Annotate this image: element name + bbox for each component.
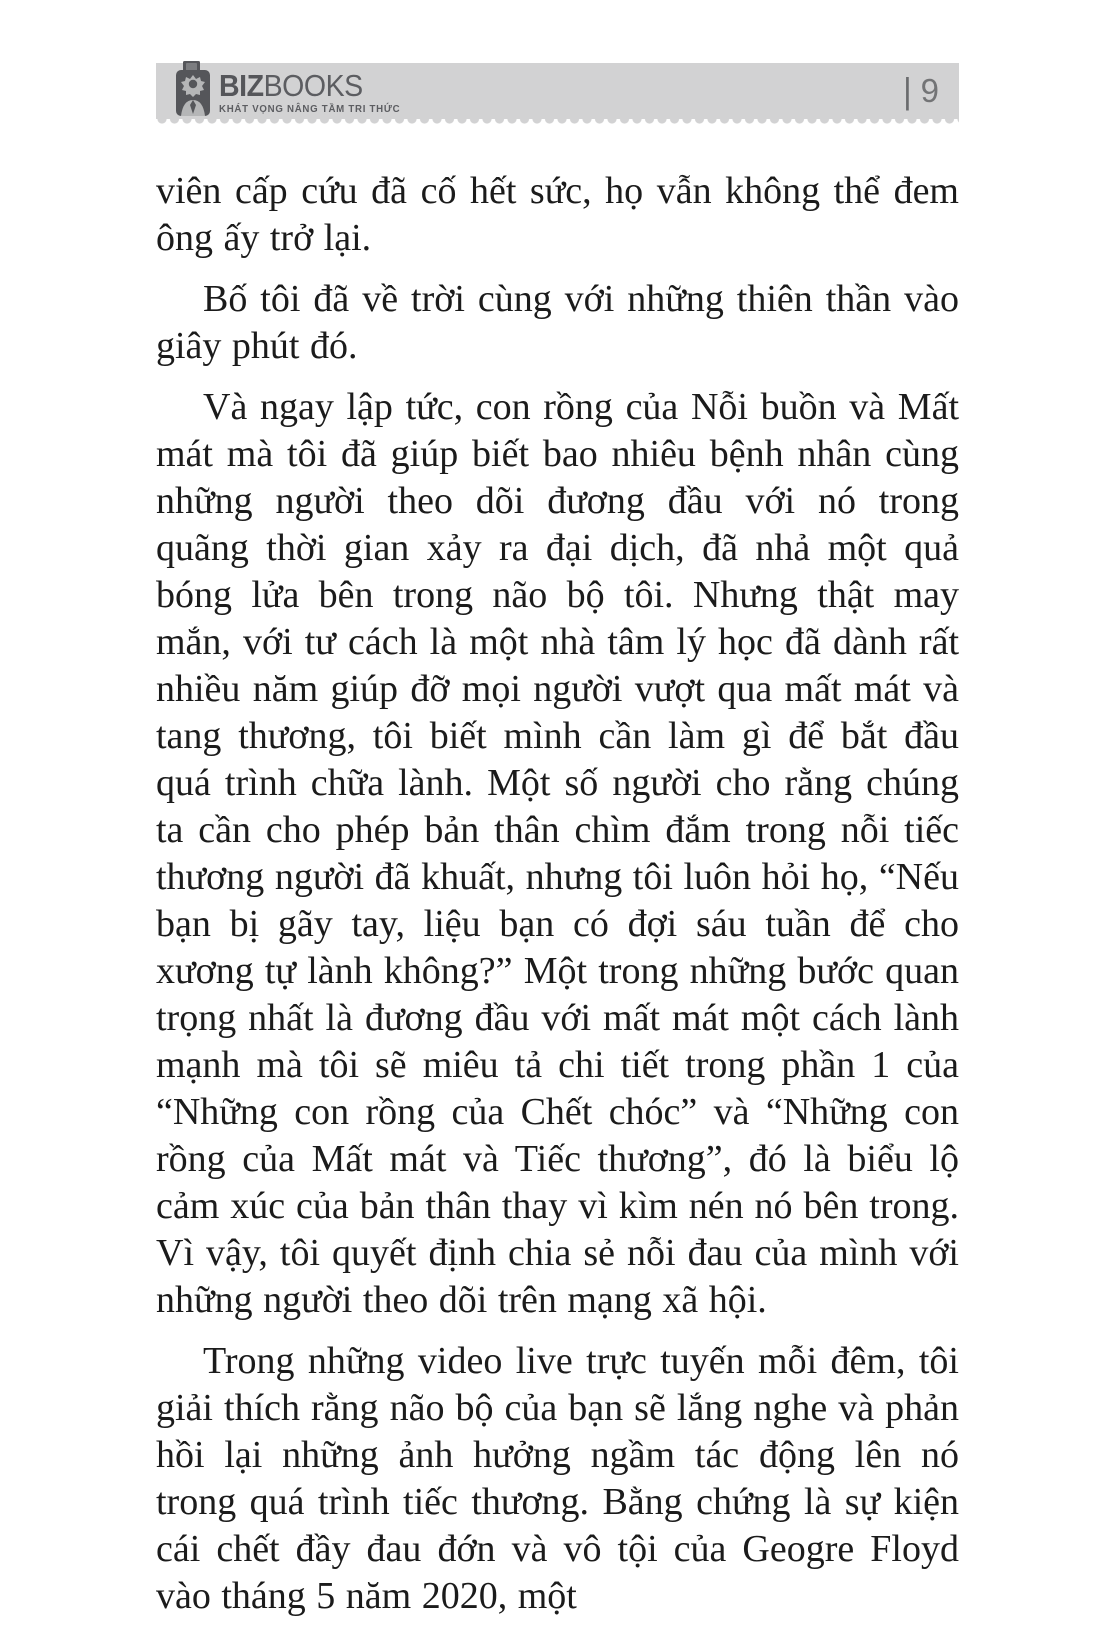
page-text xyxy=(156,168,959,1634)
paragraph: Bố tôi đã về trời cùng với những thiên thần vào giây phút đó. xyxy=(156,278,959,367)
perforation-edge xyxy=(156,119,959,125)
bizbooks-logo-icon xyxy=(176,61,210,117)
brand-name-books: BOOKS xyxy=(263,68,363,103)
brand-tagline: KHÁT VỌNG NÂNG TẦM TRI THỨC xyxy=(219,103,401,115)
paragraph: Trong những video live trực tuyến mỗi đêm, tôi giải thích rằng não bộ của bạn sẽ lắng nghe và phản hồi lại những ảnh hưởng ngầm tác động lên nó trong quá trình tiếc thương. Bằng chứng là sự kiện cái chết đầy đau đớn và vô tội của Geogre Floyd vào tháng 5 năm 2020, một xyxy=(156,1340,959,1617)
brand-text xyxy=(219,68,401,115)
page-header-band xyxy=(156,63,959,119)
page-number xyxy=(903,72,943,110)
brand-name xyxy=(219,68,400,103)
page-number-separator: | xyxy=(903,70,912,111)
paragraph: viên cấp cứu đã cố hết sức, họ vẫn không thể đem ông ấy trở lại. xyxy=(156,170,959,259)
paragraph: Và ngay lập tức, con rồng của Nỗi buồn và Mất mát mà tôi đã giúp biết bao nhiêu bệnh nhân cùng những người theo dõi đương đầu với nó trong quãng thời gian xảy ra đại dịch, đã nhả một quả bóng lửa bên trong não bộ tôi. Nhưng thật may mắn, với tư cách là một nhà tâm lý học đã dành rất nhiều năm giúp đỡ mọi người vượt qua mất mát và tang thương, tôi biết mình cần làm gì để bắt đầu quá trình chữa lành. Một số người cho rằng chúng ta cần cho phép bản thân chìm đắm trong nỗi tiếc thương người đã khuất, nhưng tôi luôn hỏi họ, “Nếu bạn bị gãy tay, liệu bạn có đợi sáu tuần để cho xương tự lành không?” Một trong những bước quan trọng nhất là đương đầu với mất mát một cách lành mạnh mà tôi sẽ miêu tả chi tiết trong phần 1 của “Những con rồng của Chết chóc” và “Những con rồng của Mất mát và Tiếc thương”, đó là biểu lộ cảm xúc của bản thân thay vì kìm nén nó bên trong. Vì vậy, tôi quyết định chia sẻ nỗi đau của mình với những người theo dõi trên mạng xã hội. xyxy=(156,386,959,1321)
brand-name-biz: BIZ xyxy=(219,68,264,103)
publisher-logo xyxy=(176,70,416,117)
page-number-value: 9 xyxy=(920,72,939,109)
